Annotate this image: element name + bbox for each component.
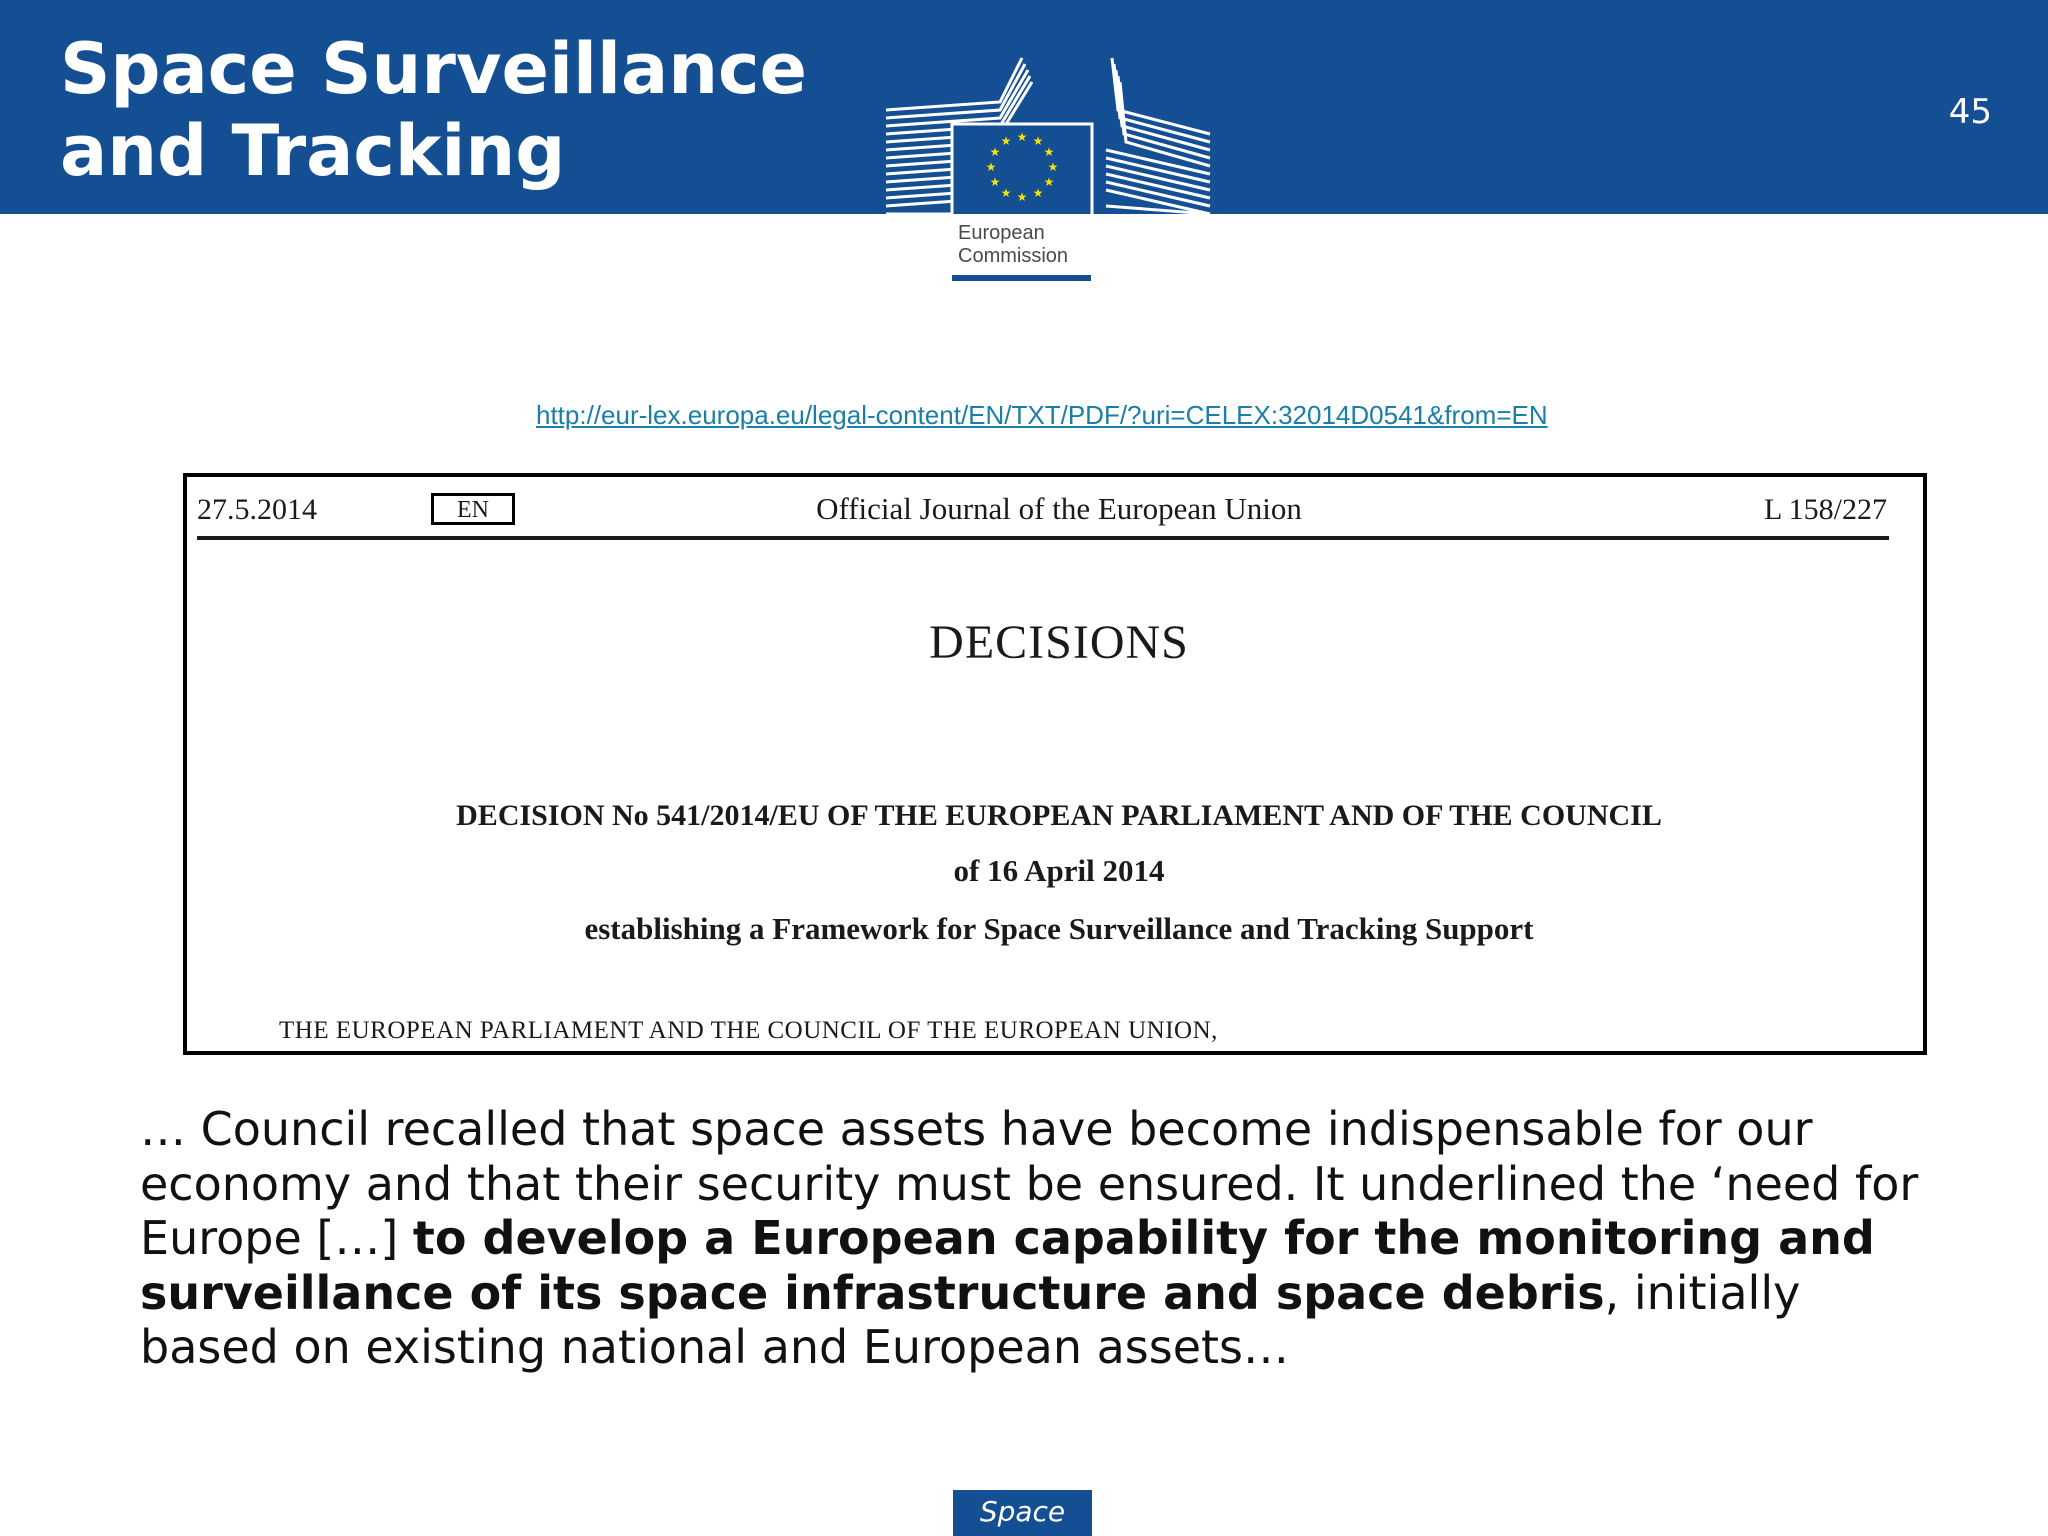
- svg-text:★: ★: [1032, 134, 1044, 148]
- decision-subject: establishing a Framework for Space Surveillance and Tracking Support: [584, 911, 1534, 946]
- svg-text:★: ★: [989, 175, 1001, 189]
- decision-preamble: THE EUROPEAN PARLIAMENT AND THE COUNCIL OF THE EUROPEAN UNION,: [279, 1017, 1218, 1044]
- quote-bold: to develop a European capability for the monitoring and surveillance of its space infrastructure and space debris: [140, 1211, 1875, 1320]
- document-heading: DECISIONS: [929, 616, 1189, 669]
- svg-text:★: ★: [1000, 134, 1012, 148]
- page-number: 45: [1948, 92, 1992, 132]
- title-line-1: Space Surveillance: [60, 28, 807, 110]
- footer-section-tab: Space: [953, 1490, 1092, 1536]
- document-reference: L 158/227: [1763, 493, 1887, 526]
- svg-text:★: ★: [989, 145, 1001, 159]
- quote-part-2: , initially based on existing national and European assets…: [140, 1265, 1801, 1374]
- logo-line-1: European: [958, 222, 1045, 244]
- quote-paragraph: [140, 1102, 1940, 1375]
- logo-underline: [952, 275, 1091, 281]
- page-title: [60, 28, 807, 192]
- document-date: 27.5.2014: [197, 493, 317, 526]
- svg-text:★: ★: [1043, 145, 1055, 159]
- svg-text:★: ★: [1047, 160, 1059, 174]
- svg-text:★: ★: [1016, 130, 1028, 144]
- svg-text:★: ★: [1043, 175, 1055, 189]
- logo-label: [958, 222, 1068, 268]
- title-line-2: and Tracking: [60, 110, 566, 192]
- svg-text:★: ★: [985, 160, 997, 174]
- document-header-rule: [197, 536, 1889, 540]
- document-language-badge: EN: [431, 493, 515, 525]
- logo-line-2: Commission: [958, 245, 1069, 267]
- quote-part-1: … Council recalled that space assets have become indispensable for our economy and that their security must be ensured. It underlined the ‘need for Europe […]: [140, 1102, 1919, 1265]
- svg-text:★: ★: [1032, 186, 1044, 200]
- decision-title: DECISION No 541/2014/EU OF THE EUROPEAN PARLIAMENT AND OF THE COUNCIL: [456, 799, 1662, 832]
- document-journal-name: Official Journal of the European Union: [816, 491, 1302, 526]
- document-excerpt: [183, 473, 1927, 1055]
- eur-lex-link[interactable]: http://eur-lex.europa.eu/legal-content/EN/TXT/PDF/?uri=CELEX:32014D0541&from=EN: [536, 400, 1548, 430]
- decision-date: of 16 April 2014: [953, 853, 1165, 888]
- svg-text:★: ★: [1000, 186, 1012, 200]
- svg-text:★: ★: [1016, 190, 1028, 204]
